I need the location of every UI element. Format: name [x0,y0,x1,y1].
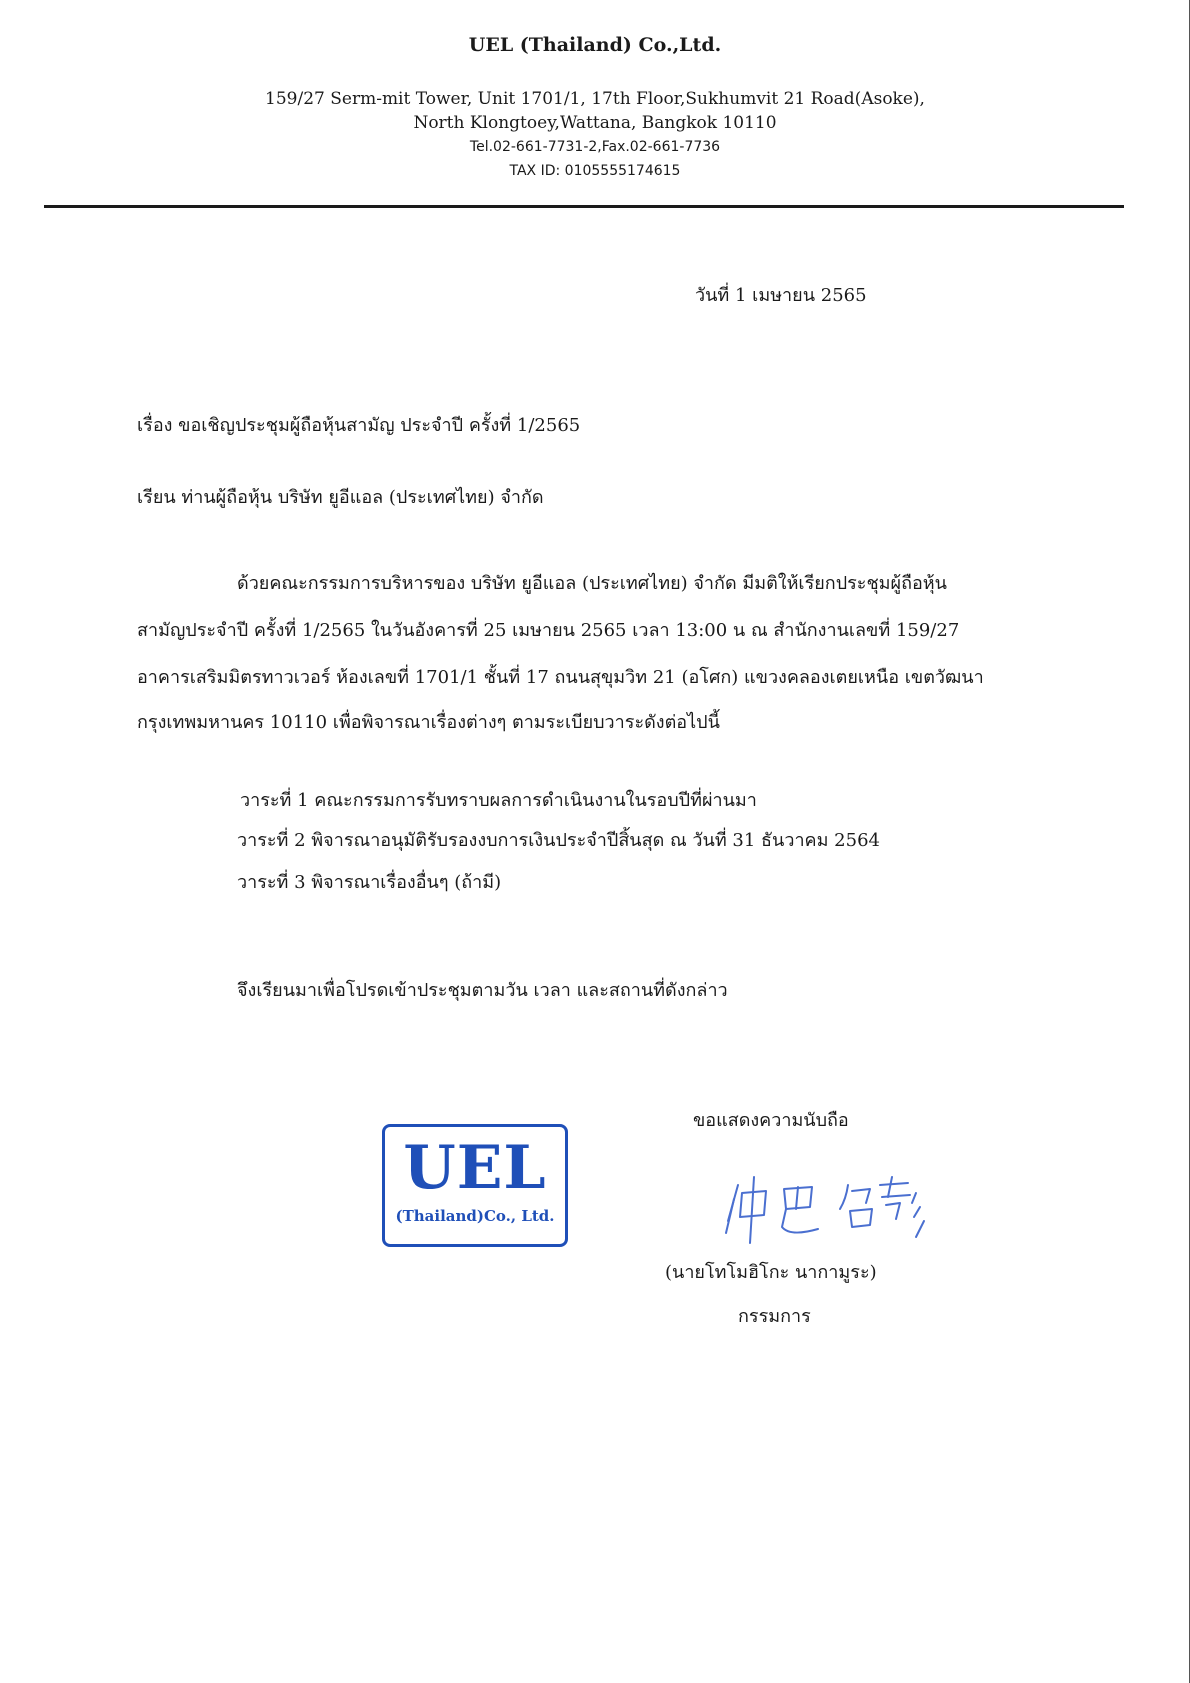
tax-id: TAX ID: 0105555174615 [509,163,681,179]
letter-regards: ขอแสดงความนับถือ [693,1110,849,1131]
letter-subject: เรื่อง ขอเชิญประชุมผู้ถือหุ้นสามัญ ประจำปี ครั้งที่ 1/2565 [137,415,581,436]
agenda-item: วาระที่ 1 คณะกรรมการรับทราบผลการดำเนินงานในรอบปีที่ผ่านมา [240,790,757,811]
signer-name: (นายโทโมฮิโกะ นากามูระ) [665,1262,877,1283]
body-line: กรุงเทพมหานคร 10110 เพื่อพิจารณาเรื่องต่างๆ ตามระเบียบวาระดังต่อไปนี้ [137,712,720,733]
letter-salutation: เรียน ท่านผู้ถือหุ้น บริษัท ยูอีแอล (ประเทศไทย) จำกัด [137,487,544,508]
stamp-sub-text: (Thailand)Co., Ltd. [395,1207,555,1225]
handwritten-signature [720,1163,940,1253]
company-stamp [382,1124,568,1247]
body-line: สามัญประจำปี ครั้งที่ 1/2565 ในวันอังคารที่ 25 เมษายน 2565 เวลา 13:00 น ณ สำนักงานเลขที่ 159/27 [137,620,960,641]
signer-title: กรรมการ [738,1306,811,1327]
stamp-main-text: UEL [403,1133,547,1203]
address-line-1: 159/27 Serm-mit Tower, Unit 1701/1, 17th Floor,Sukhumvit 21 Road(Asoke), [265,89,925,109]
tel-fax: Tel.02-661-7731-2,Fax.02-661-7736 [469,139,721,155]
address-line-2: North Klongtoey,Wattana, Bangkok 10110 [413,113,777,133]
body-line: อาคารเสริมมิตรทาวเวอร์ ห้องเลขที่ 1701/1 ชั้นที่ 17 ถนนสุขุมวิท 21 (อโศก) แขวงคลองเตยเหนือ เขตวัฒนา [137,667,984,688]
agenda-item: วาระที่ 3 พิจารณาเรื่องอื่นๆ (ถ้ามี) [237,872,502,893]
body-line: ด้วยคณะกรรมการบริหารของ บริษัท ยูอีแอล (ประเทศไทย) จำกัด มีมติให้เรียกประชุมผู้ถือหุ้น [237,573,947,594]
agenda-item: วาระที่ 2 พิจารณาอนุมัติรับรองงบการเงินประจำปีสิ้นสุด ณ วันที่ 31 ธันวาคม 2564 [237,830,880,851]
letterhead-divider [44,205,1124,208]
letter-closing: จึงเรียนมาเพื่อโปรดเข้าประชุมตามวัน เวลา และสถานที่ดังกล่าว [237,980,728,1001]
letter-date: วันที่ 1 เมษายน 2565 [695,285,867,306]
company-name: UEL (Thailand) Co.,Ltd. [468,34,722,56]
